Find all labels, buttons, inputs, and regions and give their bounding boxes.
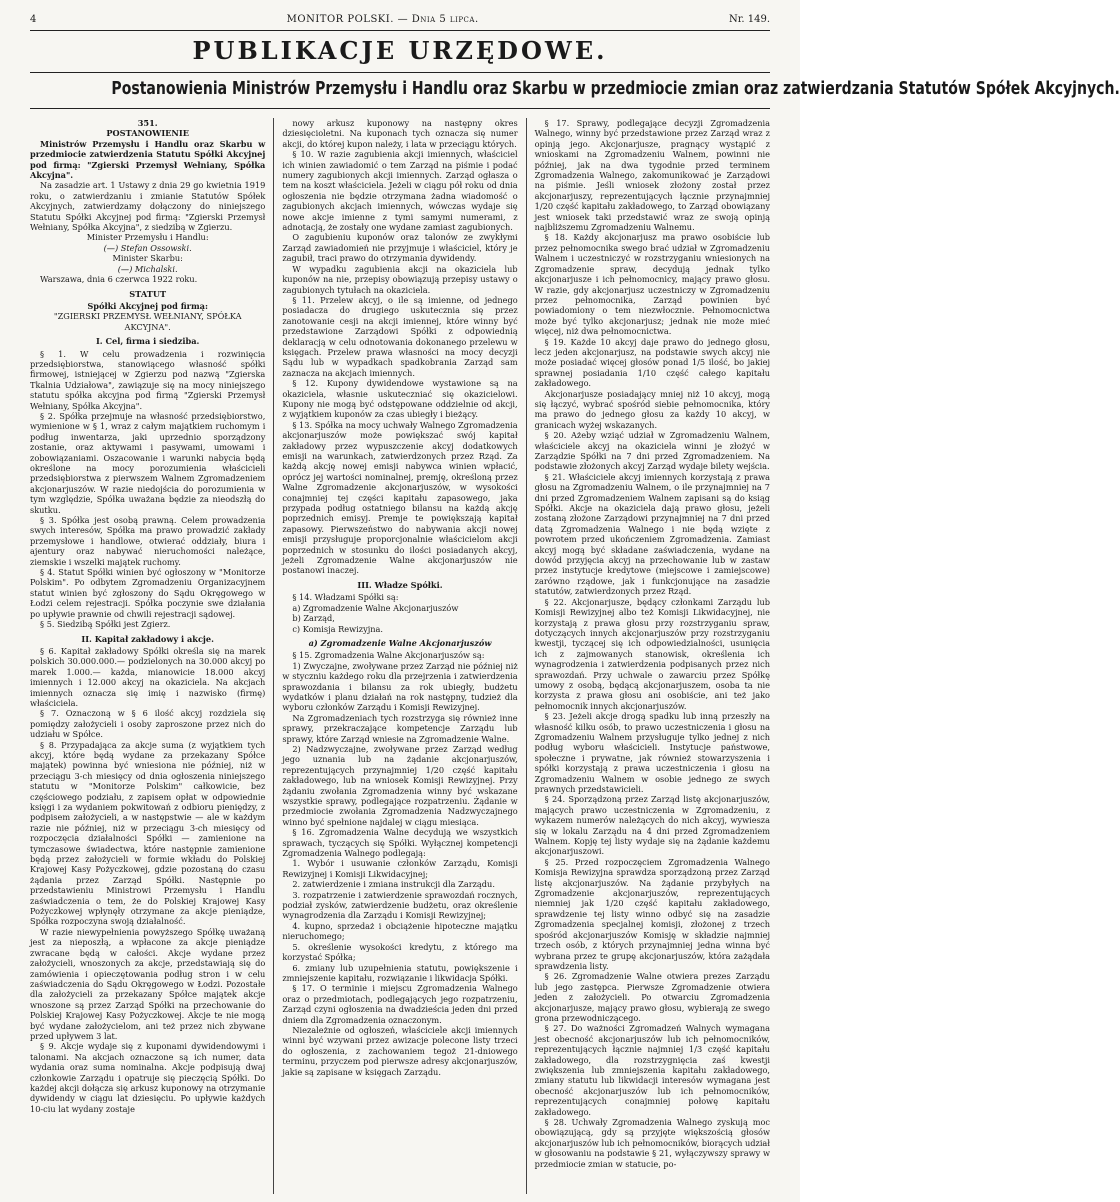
paragraph-15-1-b: Na Zgromadzeniach tych rozstrzyga się również inne sprawy, przekraczające kompetencje Zarządu lub sprawy, które Zarząd wniesie na Zgromadzenie Walne.	[282, 712, 518, 744]
subtitle-rule	[30, 108, 770, 109]
column-3	[535, 118, 770, 1194]
article-columns	[30, 118, 770, 1194]
paragraph-11: § 11. Przelew akcyj, o ile są imienne, od jednego posiadacza do drugiego uskutecznia się przez zanotowanie cesji na akcji imiennej, które winny być przedstawione Zarządowi Spółki z odpowiednią deklaracją w celu odnotowania dokonanego przelewu w księgach. Przelew prawa własności na mocy decyzji Sądu lub w wypadkach spadkobrania Zarząd sam zaznacza na akcjach imiennych.	[282, 294, 518, 378]
paragraph-14: § 14. Władzami Spółki są:	[292, 592, 399, 603]
paragraph-18: § 18. Każdy akcjonarjusz ma prawo osobiście lub przez pełnomocnika swego brać udział w Zgromadzeniu Walnem i uczestniczyć w rozstrzyganiu wniesionych na Zgromadzenie spraw, decydują jednak tylko akcjonarjusze i ich pełnomocnicy, mający prawo głosu. W razie, gdy akcjonarjusz uczestniczy w Zgromadzeniu przez pełnomocnika, Zarząd powinien być powiadomiony o tem niezwłocznie. Pełnomocnictwa może być tylko akcjonarjusz; jednak nie może mieć więcej, niż dwa pełnomocnictwa.	[534, 232, 770, 337]
paragraph-17-b: Niezależnie od ogłoszeń, właściciele akcji imiennych winni być wzywani przez awizacje polecone listy trzeci do ogłoszenia, z zachowaniem tegoż 21-dniowego terminu, przyczem pod pierwsze adresy akcjonarjuszów, jakie są zapisane w księgach Zarządu.	[282, 1024, 518, 1077]
issue-number: Nr. 149.	[728, 13, 770, 25]
paragraph-22: § 22. Akcjonarjusze, będący członkami Zarządu lub Komisji Rewizyjnej albo też Komisji Likwidacyjnej, nie korzystają z prawa głosu przy rozstrzyganiu spraw, dotyczących innych akcjonarjuszów przy rozstrzyganiu kwestji, tyczącej się ich odpowiedzialności, usunięcia ich z zajmowanych stanowisk, określenia ich wynagrodzenia i zatwierdzenia podpisanych przez nich sprawozdań. Przy uchwale o zawarciu przez Spółkę umowy z osobą, będącą akcjonarjuszem, osoba ta nie korzysta z prawa głosu ani osobiście, ani też jako pełnomocnik innych akcjonarjuszów.	[534, 596, 770, 711]
title-rule	[30, 72, 770, 73]
paragraph-2: § 2. Spółka przejmuje na własność przedsiębiorstwo, wymienione w § 1, wraz z całym majątkiem ruchomym i podług inwentarza, jaki uprzednio sporządzony zostanie, oraz aktywami i pasywami, umowami i zobowiązaniami. Oszacowanie i warunki nabycia będą określone na mocy porozumienia właścicieli przedsiębiorstwa z pierwszem Walnem Zgromadzeniem akcjonarjuszów. W razie niedojścia do porozumienia w tym względzie, Spółka uważana będzie za nieodszłą do skutku.	[30, 410, 266, 515]
paragraph-16-3: 3. rozpatrzenie i zatwierdzenie sprawozdań rocznych, podział zysków, zatwierdzenie budżetu, oraz określenie wynagrodzenia dla Zarządu i Komisji Rewizyjnej;	[282, 889, 518, 921]
paragraph-14-a: a) Zgromadzenie Walne Akcjonarjuszów	[292, 602, 459, 613]
paragraph-12: § 12. Kupony dywidendowe wystawione są na okaziciela, własnie uskuteczniać się okazicielowi. Kupony nie mogą być odstępowane oddzielnie od akcji, z wyjątkiem kuponów za czas ubiegły i bieżący.	[282, 378, 518, 420]
paragraph-16-4: 4. kupno, sprzedaż i obciążenie hipoteczne majątku nieruchomego;	[282, 920, 518, 942]
paragraph-19: § 19. Każde 10 akcyj daje prawo do jednego głosu, lecz jeden akcjonarjusz, na podstawie swych akcyj nie może posiadać więcej głosów ponad 1/5 ilość, bo jakiej sprawnej posiadania 1/10 część całego kapitału zakładowego.	[534, 336, 770, 389]
signatory-1-name: (—) Stefan Ossowski.	[103, 242, 192, 253]
section-subtitle: Postanowienia Ministrów Przemysłu i Handlu oraz Skarbu w przedmiocie zmian oraz zatwierdzania Statutów Spółek Akcyjnych.	[111, 78, 1120, 99]
journal-title: MONITOR POLSKI. — Dnia 5 lipca.	[286, 13, 479, 25]
paragraph-24: § 24. Sporządzoną przez Zarząd listę akcjonarjuszów, mających prawo uczestniczenia w Zgromadzeniu, z wykazem numerów należących do nich akcyj, wywiesza się w lokalu Zarządu na 4 dni przed Zgromadzeniem Walnem. Kopję tej listy wydaje się na żądanie każdemu akcjonarjuszowi.	[534, 794, 770, 857]
paragraph-17: § 17. O terminie i miejscu Zgromadzenia Walnego oraz o przedmiotach, podlegających jego rozpatrzeniu, Zarząd czyni ogłoszenia na dwadzieścia jeden dni przed dniem dla Zgromadzenia oznaczonym.	[282, 983, 518, 1025]
paragraph-13: § 13. Spółka na mocy uchwały Walnego Zgromadzenia akcjonarjuszów może powiększać swój kapitał zakładowy przez wypuszczenie akcyj dodatkowych emisji na warunkach, zatwierdzonych przez Rząd. Za każdą akcję nowej emisji nabywca winien wpłacić, oprócz jej wartości nominalnej, premję, określoną przez Walne Zgromadzenie akcjonarjuszów, w wysokości conajmniej tej części kapitału zapasowego, jaka przypada podług ostatniego bilansu na każdą akcję poprzednich emisyj. Premje te powiększają kapitał zapasowy. Pierwszeństwo do nabywania akcji nowej emisji przysługuje proporcjonalnie właścicielom akcji poprzednich w stosunku do ilości posiadanych akcyj, jeżeli Zgromadzenie Walne akcjonarjuszów nie postanowi inaczej.	[282, 419, 518, 576]
decree-intro: Ministrów Przemysłu i Handlu oraz Skarbu w przedmiocie zatwierdzenia Statutu Spółki Akcyjnej pod firmą: "Zgierski Przemysł Wełniany, Spółka Akcyjna".	[30, 138, 266, 181]
paragraph-10: § 10. W razie zagubienia akcji imiennych, właściciel ich winien zawiadomić o tem Zarząd na piśmie i podać numery zagubionych akcji imiennych. Zarząd ogłasza o tem na koszt właściciela. Jeżeli w ciągu pół roku od dnia ogłoszenia nie będzie otrzymana żadna wiadomość o zagubionych akcjach imiennych, wówczas wydaje się nowe akcje imienne z tymi samymi numerami, z adnotacją, że zostały one wydane zamiast zagubionych.	[282, 149, 518, 233]
paragraph-4: § 4. Statut Spółki winien być ogłoszony w "Monitorze Polskim". Po odbytem Zgromadzeniu Organizacyjnem statut winien być zgłoszony do Sądu Okręgowego w Łodzi celem rejestracji. Spółka poczynie swe działania po upływie prawnie od chwili rejestracji sądowej.	[30, 567, 266, 619]
paragraph-20: § 20. Ażeby wziąć udział w Zgromadzeniu Walnem, właściciele akcyj na okaziciela winni je złożyć w Zarządzie Spółki na 7 dni przed Zgromadzeniem. Na podstawie złożonych akcyj Zarząd wydaje bilety wejścia.	[534, 430, 770, 472]
paragraph-15: § 15. Zgromadzenia Walne Akcjonarjuszów są:	[292, 650, 485, 661]
chapter-2-heading: II. Kapitał zakładowy i akcje.	[81, 633, 214, 644]
paragraph-14-c: c) Komisja Rewizyjna.	[292, 623, 384, 634]
statute-subheading: Spółki Akcyjnej pod firmą:	[87, 300, 208, 311]
paragraph-17-c: § 17. Sprawy, podlegające decyzji Zgromadzenia Walnego, winny być przedstawione przez Zarząd wraz z opinją jego. Akcjonarjusze, pragnący wystąpić z wnioskami na Zgromadzeniu Walnem, powinni nie później, jak na dwa tygodnie przed terminem Zgromadzenia Walnego, zakomunikować je Zarządowi na piśmie. Jeśli wniosek złożony został przez akcjonarjuszy, reprezentujących łącznie przynajmniej 1/20 część kapitału zakładowego, to Zarząd obowiązany jest wniosek taki przedstawić wraz ze swoją opinją najbliższemu Zgromadzeniu Walnemu.	[534, 118, 770, 233]
page-number: 4	[30, 13, 37, 25]
statute-heading: STATUT	[129, 288, 167, 299]
paragraph-10-b: O zagubieniu kuponów oraz talonów ze zwykłymi Zarząd zawiadomień nie przyjmuje i właściciel, który je zagubił, traci prawo do otrzymania dywidendy.	[282, 232, 518, 264]
chapter-3-heading: III. Władze Spółki.	[357, 579, 443, 590]
decree-basis: Na zasadzie art. 1 Ustawy z dnia 29 go kwietnia 1919 roku, o zatwierdzaniu i zmianie Statutów Spółek Akcyjnych, zatwierdzamy dołączony do niniejszego Statutu Spółki Akcyjnej pod firmą: "Zgierski Przemysł Wełniany, Spółka Akcyjna", z siedzibą w Zgierzu.	[30, 180, 266, 233]
paragraph-5: § 5. Siedzibą Spółki jest Zgierz.	[40, 619, 171, 630]
paragraph-10-c: W wypadku zagubienia akcji na okaziciela lub kuponów na nie, przepisy obowiązują przepisy ustawy o zagubionych tytułach na okaziciela.	[282, 263, 518, 295]
paragraph-21: § 21. Właściciele akcyj imiennych korzystają z prawa głosu na Zgromadzeniu Walnem, o ile przynajmniej na 7 dni przed Zgromadzeniem Walnem zapisani są do ksiąg Spółki. Akcje na okaziciela dają prawo głosu, jeżeli zostaną złożone Zarządowi przynajmniej na 7 dni przed datą Zgromadzenia Walnego i nie będą wzięte z powrotem przed ukończeniem Zgromadzenia. Zamiast akcyj mogą być składane zaświadczenia, wydane na dowód przyjęcia akcyj na przechowanie lub w zastaw przez instytucje kredytowe (miejscowe i zamiejscowe) zarówno rządowe, jak i funkcjonujące na zasadzie statutów, zatwierdzonych przez Rząd.	[534, 471, 770, 597]
paragraph-16-5: 5. określenie wysokości kredytu, z którego ma korzystać Spółka;	[282, 941, 518, 963]
company-name: "ZGIERSKI PRZEMYSŁ WEŁNIANY, SPÓŁKA AKCYJNA".	[53, 311, 242, 332]
paragraph-16: § 16. Zgromadzenia Walne decydują we wszystkich sprawach, tyczących się Spółki. Wyłącznej kompetencji Zgromadzenia Walnego podlegają:	[282, 827, 518, 859]
paragraph-16-1: 1. Wybór i usuwanie członków Zarządu, Komisji Rewizyjnej i Komisji Likwidacyjnej;	[282, 858, 518, 879]
signatory-2-title: Minister Skarbu:	[112, 253, 183, 264]
section-title: PUBLIKACJE URZĘDOWE.	[192, 36, 608, 65]
paragraph-7: § 7. Oznaczoną w § 6 ilość akcyj rozdziela się pomiędzy założycieli i osoby zaproszone przez nich do udziału w Spółce.	[30, 708, 266, 740]
paragraph-25: § 25. Przed rozpoczęciem Zgromadzenia Walnego Komisja Rewizyjna sprawdza sporządzoną przez Zarząd listę akcjonarjuszów. Na żądanie przybyłych na Zgromadzenie akcjonarjuszów, reprezentujących niemniej jak 1/20 część kapitału zakładowego, sprawdzenie tej listy winno odbyć się na zasadzie Zgromadzenia specjalnej komisji, złożonej z trzech spośród akcjonarjuszów Komisję w składzie najmniej trzech osób, z których przynajmniej jedna winna być wybrana przez te grupę akcjonarjuszów, która zażądała sprawdzenia listy.	[534, 856, 770, 971]
paragraph-16-6: 6. zmiany lub uzupełnienia statutu, powiększenie i zmniejszenie kapitału, rozwiązanie i likwidacja Spółki.	[282, 962, 518, 983]
paragraph-14-b: b) Zarząd,	[292, 613, 335, 624]
paragraph-27: § 27. Do ważności Zgromadzeń Walnych wymagana jest obecność akcjonarjuszów lub ich pełnomocników, reprezentujących łącznie najmniej 1/3 część kapitału zakładowego, dla rozstrzygnięcia zaś kwestji zwiększenia lub zmniejszenia kapitału zakładowego, zmiany statutu lub likwidacji interesów wymagana jest obecność akcjonarjuszów lub ich pełnomocników, reprezentujących conajmniej połowę kapitału zakładowego.	[534, 1023, 770, 1117]
item-number: 351.	[137, 118, 158, 128]
signatory-2-name: (—) Michalski.	[117, 263, 178, 274]
paragraph-15-1: 1) Zwyczajne, zwoływane przez Zarząd nie później niż w styczniu każdego roku dla przejrzenia i zatwierdzenia sprawozdania i bilansu za rok ubiegły, budżetu wydatków i planu działań na rok następny, tudzież dla wyboru członków Zarządu i Komisji Rewizyjnej.	[282, 660, 518, 713]
column-divider	[273, 118, 274, 1194]
paragraph-8: § 8. Przypadająca za akcje suma (z wyjątkiem tych akcyj, które będą wydane za przekazany Spółce majątek) powinna być wniesiona nie później, niż w przeciągu 3-ch miesięcy od dnia ogłoszenia niniejszego statutu w "Monitorze Polskim" całkowicie, bez częściowego podziału, z zapisem opłat w odpowiednie księgi i za wydaniem pokwitowań z odbioru pieniędzy, z podpisem założycieli, a w następstwie — ale w każdym razie nie później, niż w przeciągu 3-ch miesięcy od rozpoczęcia działalności Spółki — zamienione na tymczasowe świadectwa, które następnie zamienione będą przez założycieli w formie wkładu do Polskiej Krajowej Kasy Pożyczkowej, gdzie pozostaną do czasu żądania przez Zarząd Spółki. Następnie po przedstawieniu Ministrowi Przemysłu i Handlu zaświadczenia o tem, że do Polskiej Krajowej Kasy Pożyczkowej wpłynęły otrzymane za akcje pieniądze, Spółka rozpoczyna swoją działalność.	[30, 739, 266, 927]
decree-date: Warszawa, dnia 6 czerwca 1922 roku.	[40, 274, 198, 285]
signatory-1-title: Minister Przemysłu i Handlu:	[86, 232, 209, 243]
paragraph-9-cont: nowy arkusz kuponowy na następny okres dziesięcioletni. Na kuponach tych oznacza się numer akcji, do której kupon należy, i lata w przeciągu których.	[282, 118, 518, 149]
column-2	[282, 118, 517, 1194]
paragraph-19-b: Akcjonarjusze posiadający mniej niż 10 akcyj, mogą się łączyć, wybrać spośród siebie pełnomocnika, który ma prawo do jednego głosu za każdy 10 akcyj, w granicach wyżej wskazanych.	[534, 388, 770, 430]
running-header	[30, 10, 770, 28]
paragraph-3: § 3. Spółka jest osobą prawną. Celem prowadzenia swych interesów, Spółka ma prawo prowadzić zakłady przemysłowe i handlowe, otwierać oddziały, biura i ajentury oraz nabywać nieruchomości należące, ziemskie i wszelki majątek ruchomy.	[30, 515, 266, 567]
header-rule	[30, 30, 770, 31]
paragraph-8-cont: W razie niewypełnienia powyższego Spółkę uważaną jest za nieposzłą, a wpłacone za akcje pieniądze zwracane będą w całości. Akcje wydane przez założycieli, wnoszonych za akcje, przedstawiają się do zamówienia i opieczętowania podług stron i w celu zaświadczenia do Sądu Okręgowego w Łodzi. Pozostałe dla założycieli za przekazany Spółce majątek akcje wnoszone są przez Zarząd Spółki na przechowanie do Polskiej Krajowej Kasy Pożyczkowej. Akcje te nie mogą być wydane założycielom, ani też przez nich zbywane przed upływem 3 lat.	[30, 926, 266, 1041]
chapter-1-heading: I. Cel, firma i siedziba.	[95, 336, 200, 347]
decree-heading: POSTANOWIENIE	[106, 128, 189, 139]
paragraph-6: § 6. Kapitał zakładowy Spółki określa się na marek polskich 30.000.000.— podzielonych na 30.000 akcyj po marek 1.000.— każda, mianowicie 18.000 akcyj imiennych i 12.000 akcyj na okaziciela. Na akcjach imiennych oznacza się imię i nazwisko (firmę) właściciela.	[30, 645, 266, 708]
subchapter-a-heading: a) Zgromadzenie Walne Akcjonarjuszów	[308, 637, 492, 648]
paragraph-26: § 26. Zgromadzenie Walne otwiera prezes Zarządu lub jego zastępca. Pierwsze Zgromadzenie otwiera jeden z założycieli. Po otwarciu Zgromadzenia akcjonarjusze, mający prawo głosu, wybierają ze swego grona przewodniczącego.	[534, 971, 770, 1023]
column-1	[30, 118, 265, 1194]
paragraph-28: § 28. Uchwały Zgromadzenia Walnego zyskują moc obowiązującą, gdy są przyjęte większością głosów akcjonarjuszów lub ich pełnomocników, biorących udział w głosowaniu na podstawie § 21, wyłączywszy sprawy w przedmiocie zmian w statucie, po-	[534, 1117, 770, 1169]
paragraph-9: § 9. Akcje wydaje się z kuponami dywidendowymi i talonami. Na akcjach oznaczone są ich numer, data wydania oraz suma nominalna. Akcje podpisują dwaj członkowie Zarządu i opatruje się pieczęcią Spółki. Do każdej akcji dołącza się arkusz kuponowy na otrzymanie dywidendy w ciągu lat dziesięciu. Po upływie każdych 10-ciu lat wydany zostaje	[30, 1041, 266, 1114]
paragraph-15-2: 2) Nadzwyczajne, zwoływane przez Zarząd według jego uznania lub na żądanie akcjonarjuszów, reprezentujących przynajmniej 1/20 część kapitału zakładowego, lub na wniosek Komisji Rewizyjnej. Przy żądaniu zwołania Zgromadzenia winny być wskazane wszystkie sprawy, podlegające rozpatrzeniu. Żądanie w przedmiocie zwołania Zgromadzenia Nadzwyczajnego winno być spełnione najdalej w ciągu miesiąca.	[282, 743, 518, 827]
paragraph-16-2: 2. zatwierdzenie i zmiana instrukcji dla Zarządu.	[292, 879, 495, 890]
paragraph-1: § 1. W celu prowadzenia i rozwinięcia przedsiębiorstwa, stanowiącego własność spółki firmowej, istniejącej w Zgierzu pod nazwą "Zgierska Tkalnia Udziałowa", zawiązuje się na mocy niniejszego statutu spółka akcyjna pod firmą "Zgierski Przemysł Wełniany, Spółka Akcyjna".	[30, 348, 266, 411]
column-divider	[526, 118, 527, 1194]
paragraph-23: § 23. Jeżeli akcje drogą spadku lub inną przeszły na własność kilku osób, to prawo uczestniczenia i głosu na Zgromadzeniu Walnem przysługuje tylko jednej z nich podług wyboru właścicieli. Instytucje państwowe, społeczne i prywatne, jak również stowarzyszenia i spółki korzystają z prawa uczestniczenia i głosu na Zgromadzeniu Walnem w osobie jednego ze swych prawnych przedstawicieli.	[534, 711, 770, 794]
